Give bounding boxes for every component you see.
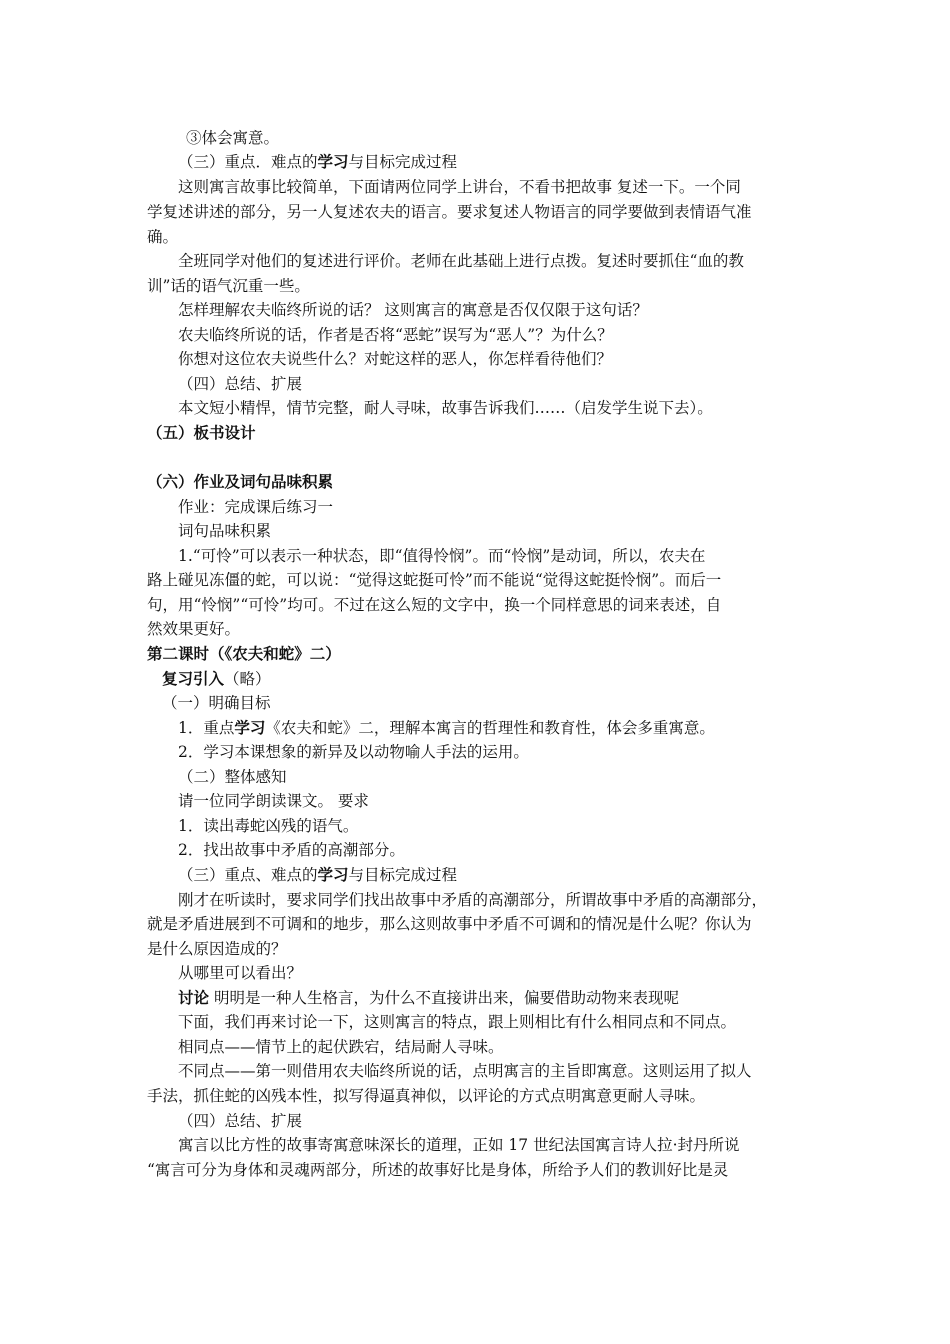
- section-heading: （六）作业及词句品味积累: [147, 472, 334, 491]
- text-line: 训”话的语气沉重一些。: [147, 277, 310, 295]
- text-line: 寓言以比方性的故事寄寓意味深长的道理，正如 17 世纪法国寓言诗人拉·封丹所说: [178, 1136, 740, 1154]
- text-line: 讨论 明明是一种人生格言，为什么不直接讲出来，偏要借助动物来表现呢: [178, 988, 679, 1007]
- text-line: 请一位同学朗读课文。 要求: [178, 792, 369, 810]
- lesson-heading: 第二课时（《农夫和蛇》二）: [147, 644, 341, 663]
- text-line: 怎样理解农夫临终所说的话？ 这则寓言的寓意是否仅仅限于这句话？: [178, 301, 648, 319]
- text-line: 句，用“怜悯”“可怜”均可。不过在这么短的文字中，换一个同样意思的词来表述，自: [147, 596, 722, 614]
- text-line: 刚才在听读时，要求同学们找出故事中矛盾的高潮部分，所谓故事中矛盾的高潮部分，: [178, 891, 768, 909]
- text-line: 下面，我们再来讨论一下，这则寓言的特点，跟上则相比有什么相同点和不同点。: [178, 1013, 737, 1031]
- text-line: 2．学习本课想象的新异及以动物喻人手法的运用。: [178, 743, 529, 761]
- text-line: （三）重点．难点的学习与目标完成过程: [178, 152, 458, 171]
- text-line: 然效果更好。: [147, 620, 241, 638]
- text-line: 从哪里可以看出？: [178, 964, 303, 982]
- text-line: 农夫临终所说的话，作者是否将“恶蛇”误写为“恶人”？为什么？: [178, 326, 613, 344]
- text-line: 复习引入（略）: [162, 669, 271, 688]
- text-line: 全班同学对他们的复述进行评价。老师在此基础上进行点拨。复述时要抓住“血的教: [178, 252, 744, 270]
- text-line: （四）总结、扩展: [178, 1112, 303, 1130]
- text-line: 相同点——情节上的起伏跌宕，结局耐人寻味。: [178, 1038, 504, 1056]
- text-line: 1.“可怜”可以表示一种状态，即“值得怜悯”。而“怜悯”是动词，所以，农夫在: [178, 547, 706, 565]
- text-line: （三）重点、难点的学习与目标完成过程: [178, 865, 458, 884]
- text-line: “寓言可分为身体和灵魂两部分，所述的故事好比是身体，所给予人们的教训好比是灵: [147, 1161, 729, 1179]
- text-line: 你想对这位农夫说些什么？对蛇这样的恶人，你怎样看待他们？: [178, 350, 613, 368]
- text-line: 就是矛盾进展到不可调和的地步，那么这则故事中矛盾不可调和的情况是什么呢？你认为: [147, 915, 752, 933]
- text-line: 学复述讲述的部分，另一人复述农夫的语言。要求复述人物语言的同学要做到表情语气准: [147, 203, 752, 221]
- text-line: 2．找出故事中矛盾的高潮部分。: [178, 841, 405, 859]
- section-heading: （五）板书设计: [147, 423, 256, 442]
- text-line: 本文短小精悍，情节完整，耐人寻味，故事告诉我们……（启发学生说下去）。: [178, 399, 713, 417]
- text-line: （二）整体感知: [178, 768, 287, 786]
- text-line: 路上碰见冻僵的蛇，可以说：“觉得这蛇挺可怜”而不能说“觉得这蛇挺怜悯”。而后一: [147, 571, 722, 589]
- text-line: 作业：完成课后练习一: [178, 498, 334, 516]
- text-line: 1．重点学习《农夫和蛇》二，理解本寓言的哲理性和教育性，体会多重寓意。: [178, 718, 715, 737]
- text-line: 是什么原因造成的？: [147, 940, 287, 958]
- text-line: 词句品味积累: [178, 522, 272, 540]
- text-line: （一）明确目标: [162, 694, 271, 712]
- text-line: （四）总结、扩展: [178, 375, 303, 393]
- text-line: 这则寓言故事比较简单，下面请两位同学上讲台，不看书把故事 复述一下。一个同: [178, 178, 741, 196]
- text-line: 手法，抓住蛇的凶残本性，拟写得逼真神似，以评论的方式点明寓意更耐人寻味。: [147, 1087, 706, 1105]
- text-line: ③体会寓意。: [186, 129, 280, 147]
- text-line: 确。: [147, 228, 179, 246]
- text-line: 不同点——第一则借用农夫临终所说的话，点明寓言的主旨即寓意。这则运用了拟人: [178, 1062, 752, 1080]
- text-line: 1．读出毒蛇凶残的语气。: [178, 817, 359, 835]
